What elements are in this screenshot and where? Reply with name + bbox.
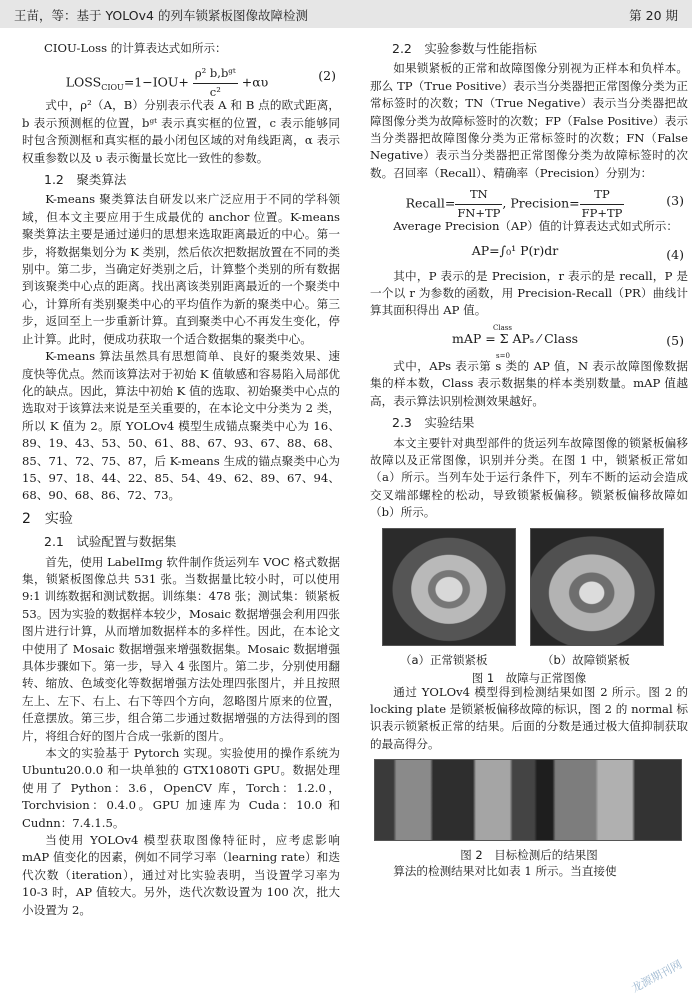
equation-5 — [370, 320, 688, 358]
para-map-def: 式中，APs 表示第 s 类的 AP 值，N 表示故障图像数据集的样本数，Class 表示数据集的样本类别数量。mAP 值越高，表示算法识别检测效果越好。 — [370, 358, 688, 408]
ciou-intro: CIOU-Loss 的计算表达式如所示： — [44, 41, 227, 55]
eq5-number: (5) — [666, 332, 684, 348]
watermark: 龙源期刊网 — [629, 957, 685, 996]
eq4-number: (4) — [666, 246, 684, 262]
fig1-caption-b: （b）故障锁紧板 — [542, 652, 630, 667]
locking-plate-fault-photo — [530, 528, 664, 646]
detection-result-photo — [374, 759, 682, 841]
eq2-sub: CIOU — [101, 83, 124, 93]
fig2-caption: 图 2 目标检测后的结果图 — [460, 848, 598, 863]
eq3-frac-a — [455, 186, 502, 222]
eq5-lower: s=0 — [496, 351, 510, 360]
eq3-precision: , Precision= — [502, 195, 580, 211]
right-column — [370, 40, 688, 881]
eq3-recall: Recall= — [405, 195, 456, 211]
eq3-a-num: TN — [455, 186, 502, 204]
running-header — [0, 0, 692, 28]
eq3-b-den: FP+TP — [581, 205, 623, 220]
fig1-caption-a: （a）正常锁紧板 — [400, 652, 488, 667]
eq4-body: AP=∫₀¹ P(r)dr — [471, 242, 559, 258]
figure-1 — [370, 528, 688, 684]
eq2-num: ρ² b,bᵍᵗ — [193, 65, 238, 83]
equation-4 — [370, 236, 688, 268]
eq2-tail: +αυ — [241, 74, 269, 90]
para-ciou-def: 式中，ρ²（A，B）分别表示代表 A 和 B 点的欧式距离，b 表示预测框的位置，bᵍᵗ 表示真实框的位置，c 表示能够同时包含预测框和真实框的最小闭包区域的对角线距离，α 表示权重参数以及 υ 表示衡量长宽比一致性的参数。 — [22, 98, 340, 165]
eq2-den: c² — [209, 84, 221, 99]
header-issue: 第 20 期 — [629, 8, 678, 23]
eq5-upper: Class — [493, 323, 512, 332]
eq2-mid: =1−IOU+ — [123, 74, 189, 90]
equation-2 — [22, 57, 340, 97]
section-2: 2 实验 — [22, 510, 73, 527]
header-title: 王苗，等：基于 YOLOv4 的列车锁紧板图像故障检测 — [14, 8, 308, 23]
para-env: 本文的实验基于 Pytorch 实现。实验使用的操作系统为 Ubuntu20.0.0 和一块单独的 GTX1080Ti GPU。数据处理使用了 Python：3.6，OpenCV 库，Torch：1.2.0，Torchvision：0.4.0。GPU 加速库为 Cuda：10.0 和 Cudnn：7.4.1.5。 — [22, 746, 340, 830]
para-ap-def: 其中，P 表示的是 Precision，r 表示的是 recall，P 是一个以 r 为参数的函数，用 Precision-Recall（PR）曲线计算其面积得出 AP 值。 — [370, 268, 688, 318]
section-2-2: 2.2 实验参数与性能指标 — [392, 41, 537, 56]
para-metrics: 如果锁紧板的正常和故障图像分别视为正样本和负样本。那么 TP（True Positive）表示当分类器把正常图像分类为正常标签时的次数；TN（True Negative）表示当分类器把故障图像分类为故障标签时的次数；FP（False Positive）表示当分类器把故障图像分类为正常标签时的次数；FN（False Negative）表示当分类器把正常图像分类为故障标签时的次数。召回率（Recall）、精确率（Precision）分别为： — [370, 61, 688, 180]
figure-2 — [370, 759, 688, 863]
eq3-number: (3) — [666, 193, 684, 209]
equation-3 — [370, 182, 688, 218]
eq2-lhs: LOSS — [65, 74, 102, 90]
fig1-caption: 图 1 故障与正常图像 — [471, 670, 587, 685]
eq3-a-den: FN+TP — [457, 205, 501, 220]
section-1-2: 1.2 聚类算法 — [44, 172, 127, 188]
section-2-3: 2.3 实验结果 — [392, 415, 475, 431]
left-column — [22, 40, 340, 919]
eq2-number: (2) — [318, 68, 336, 84]
para-comparison: 算法的检测结果对比如表 1 所示。当直接使 — [393, 864, 617, 879]
eq3-frac-b — [580, 186, 625, 222]
para-detection: 通过 YOLOv4 模型得到检测结果如图 2 所示。图 2 的 locking plate 是锁紧板偏移故障的标识，图 2 的 normal 标识表示锁紧板正常的结果。后面的分数是通过极大值抑制获取的最高得分。 — [370, 684, 688, 751]
para-kmeans-1: K-means 聚类算法自研发以来广泛应用于不同的学科领域，但本文主要应用于生成最优的 anchor 位置。K-means 聚类算法主要是通过递归的思想来选取距离最近的中心。第一步，将数据集划分为 K 类别，然后依次把数据放置在不同的类别中。第二步，当确定好类别之后，计算整个类别的所有数据到该聚类中心点的距离。找出离该类别距离最近的一个聚类中心，计算所有类别聚类中心的平均值作为新的聚类中心。第三步，返回至上一步重新计算。直到聚类中心不再发生变化，停止计算。此时，便成功获取一个适合数据集的聚类中心。 — [22, 192, 340, 346]
eq3-b-num: TP — [580, 186, 625, 204]
eq2-fraction — [193, 65, 238, 101]
locking-plate-normal-photo — [382, 528, 516, 646]
para-kmeans-2: K-means 算法虽然具有思想简单、良好的聚类效果、速度快等优点。然而该算法对于初始 K 值敏感和容易陷入局部优化的缺点。因此，算法中初始 K 值的选取、初始聚类中心点的选取对于该算法来说是至关重要的，在本论文中分类为 2 类，所以 K 值为 2。原 YOLOv4 模型生成锚点聚类中心为 16、89、19、43、53、50、61、88、67、93、67、88、68、85、71、72、75、87，后 K-means 生成的锚点聚类中心为 15、97、18、44、22、85、54、49、62、89、67、94、68、90、68、86、72、73。 — [22, 349, 340, 503]
eq5-body: mAP = Σ APₛ ⁄ Class — [451, 330, 579, 346]
section-2-1: 2.1 试验配置与数据集 — [44, 534, 177, 550]
para-ap-intro: Average Precision（AP）值的计算表达式如式所示： — [393, 219, 678, 234]
para-training: 当使用 YOLOv4 模型获取图像特征时，应考虑影响 mAP 值变化的因素，例如不同学习率（learning rate）和迭代次数（iteration），通过对比实验表明，当设置学习率为 10-3 时，AP 值较大。另外，迭代次数设置为 100 次，批大小设置为 2。 — [22, 833, 340, 917]
para-results: 本文主要针对典型部件的货运列车故障图像的锁紧板偏移故障以及正常图像，识别并分类。在图 1 中，锁紧板正常如（a）所示。当列车处于运行条件下，列车不断的运动会造成交叉端部螺栓的松动，导致锁紧板偏移。锁紧板偏移故障如（b）所示。 — [370, 435, 688, 520]
para-dataset: 首先，使用 LabelImg 软件制作货运列车 VOC 格式数据集，锁紧板图像总共 531 张。当数据量比较小时，可以使用 9:1 训练数据和测试数据。训练集：478 张；测试集：锁紧板 53。因为实验的数据样本较少，Mosaic 数据增强会利用四张图片进行计算，从而增加数据样本的多样性。因此，在本论文中使用了 Mosaic 数据增强来增强数据集。Mosaic 数据增强具体步骤如下。第一步，导入 4 张图片。第二步，分别使用翻转、缩放、色域变化等数据增强方法处理四张图片，并且按照左上、左下、右上、右下等四个方向，忽略图片原来的位置，任意摆放。第三步，组合第二步通过数据增强的方法得到的图片，将组合好的图片合成一张新的图片。 — [22, 554, 340, 743]
